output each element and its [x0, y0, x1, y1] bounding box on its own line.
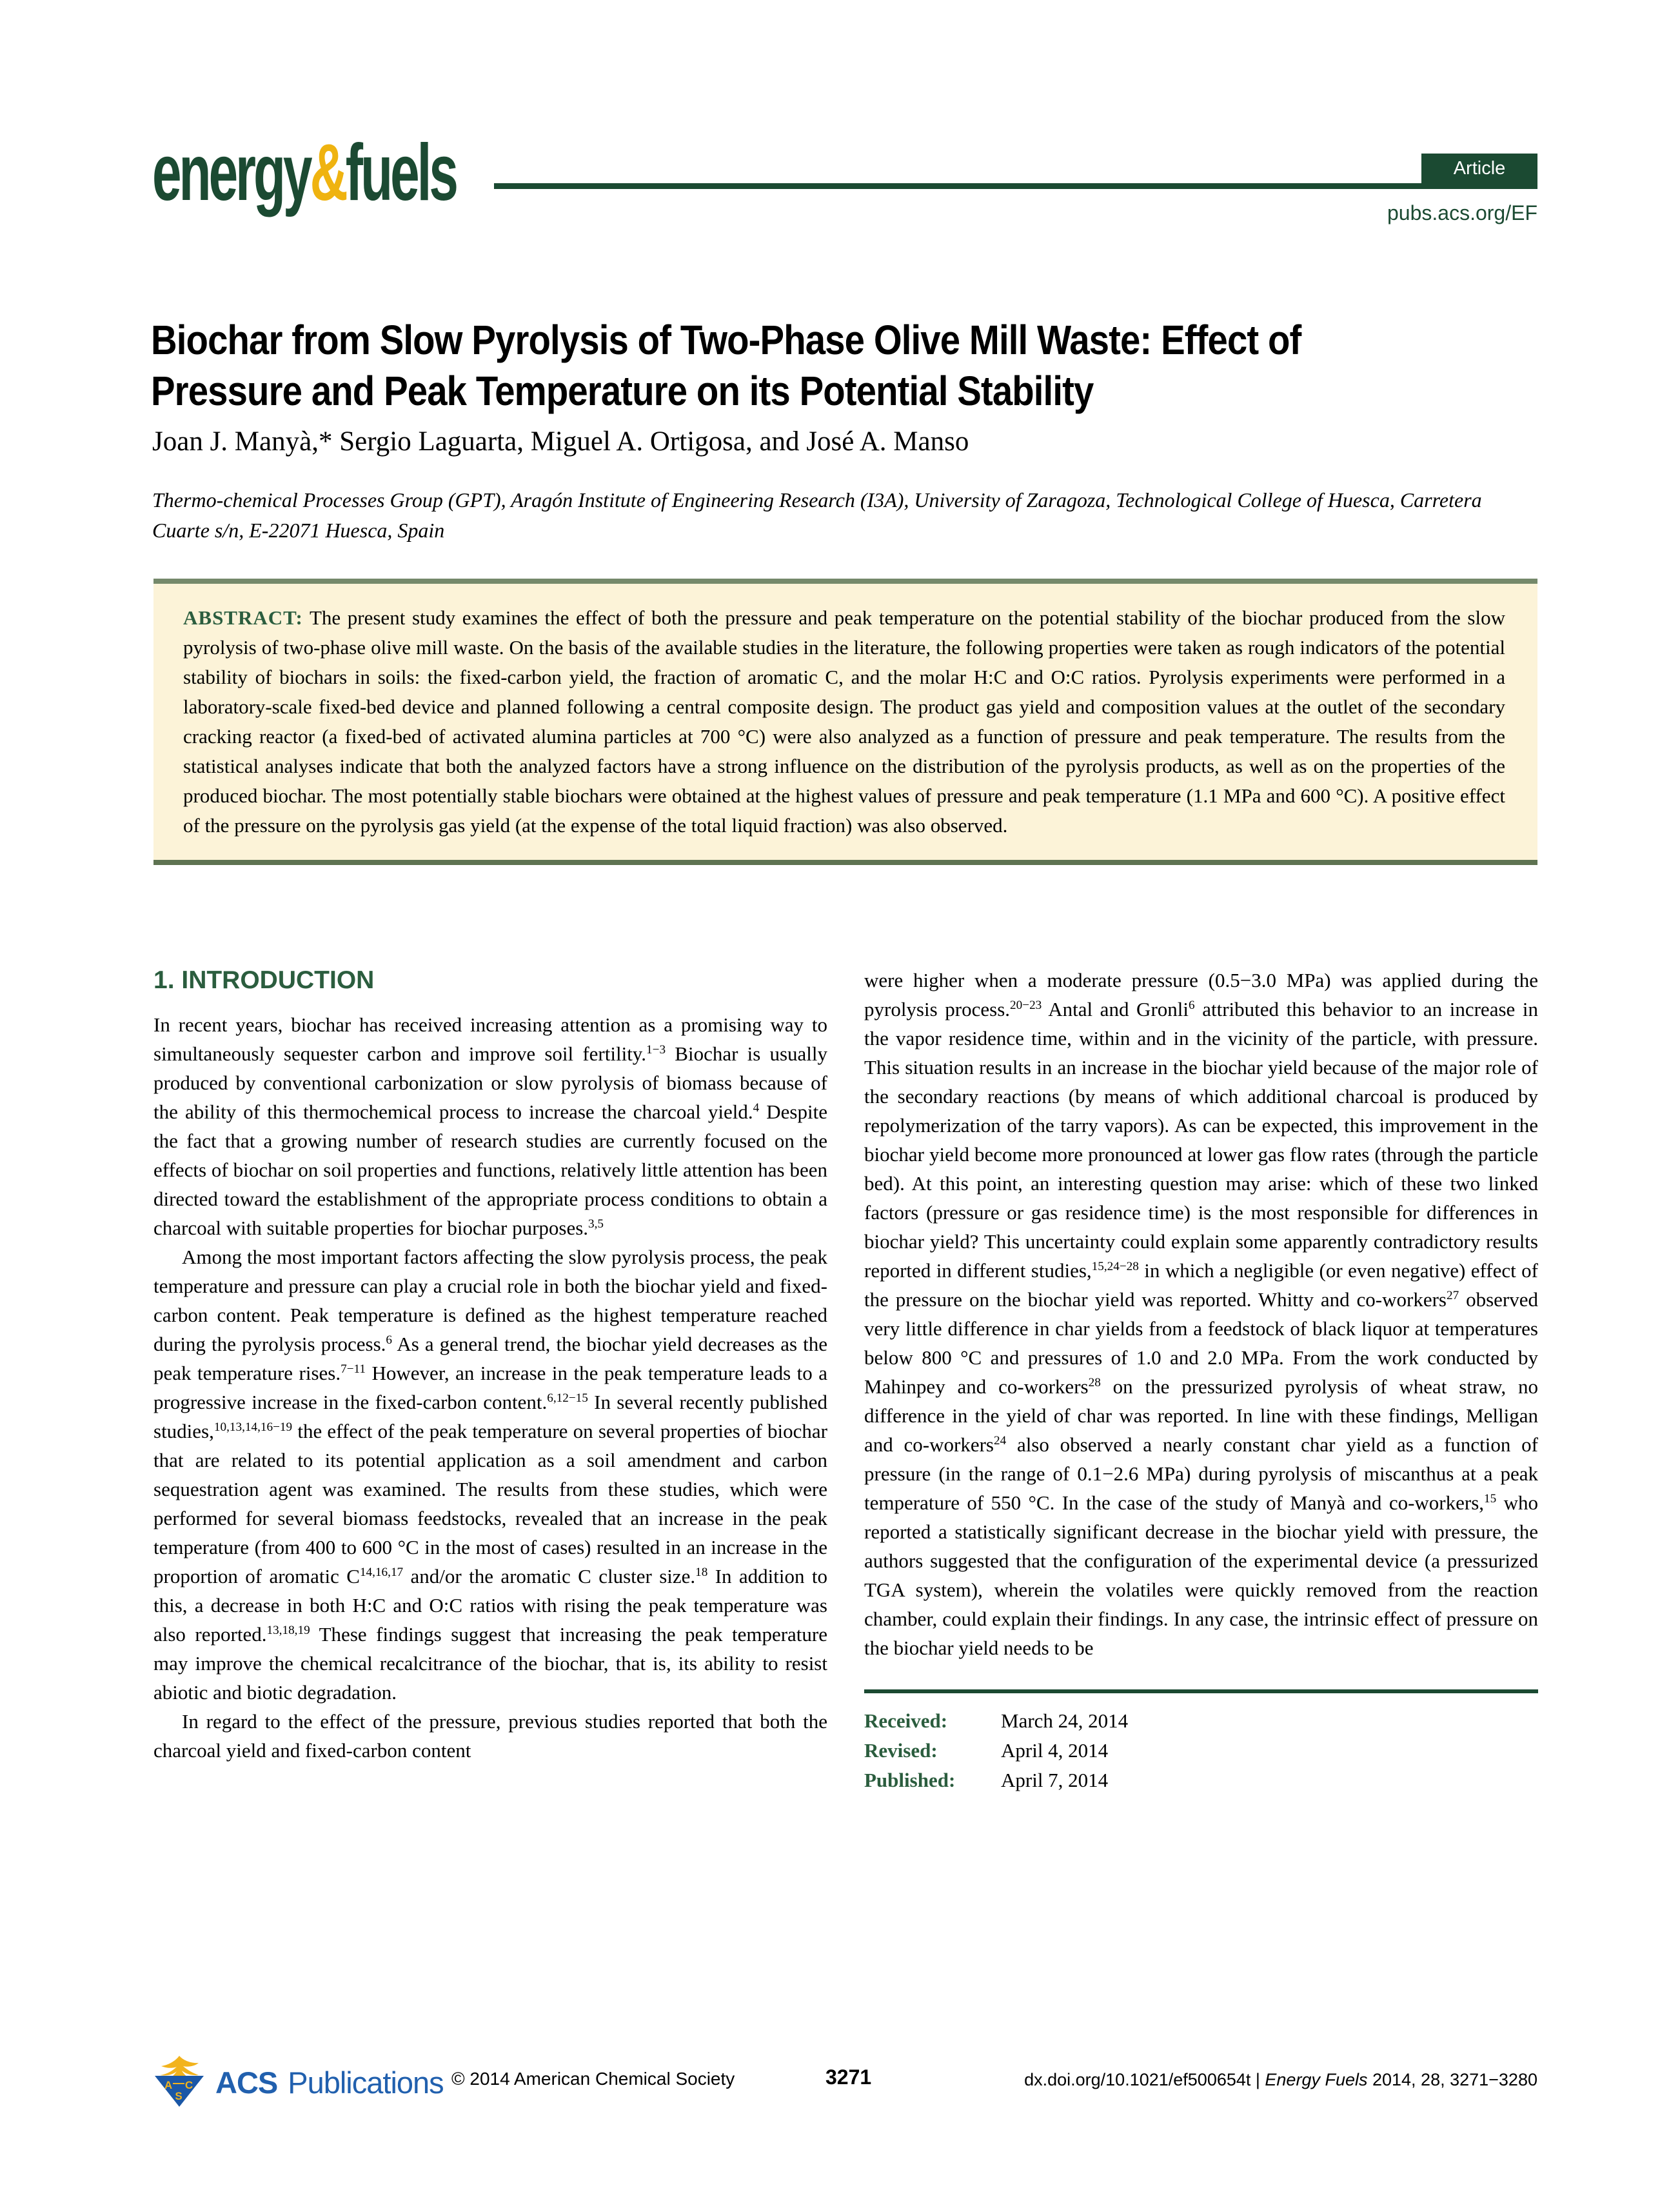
article-body	[153, 966, 1538, 1795]
published-row	[864, 1766, 1538, 1795]
article-type-badge: Article	[1421, 154, 1537, 183]
journal-logo-word-energy: energy	[152, 128, 310, 217]
body-paragraph: In recent years, biochar has received increasing attention as a promising way to simultaneously sequester carbon and improve soil fertility.$^{1-3}$ Biochar is usually produced by conventional carbonization or slow pyrolysis of biomass because of the ability of this thermochemical process to increase the charcoal yield.$^4$ Despite the fact that a growing number of research studies are currently focused on the effects of biochar on soil properties and functions, relatively little attention has been directed toward the establishment of the appropriate process conditions to obtain a charcoal with suitable properties for biochar purposes.$^{3,5}$	[153, 1013, 827, 1239]
article-title	[151, 315, 1301, 417]
received-label: Received:	[864, 1709, 948, 1732]
right-column-paragraphs	[864, 966, 1538, 1662]
journal-url-link[interactable]: pubs.acs.org/EF	[1387, 201, 1537, 224]
published-date: April 7, 2014	[1001, 1769, 1109, 1791]
abstract-paragraph	[183, 603, 1505, 841]
copyright-notice: © 2014 American Chemical Society	[451, 2069, 735, 2089]
section-heading-introduction: 1. INTRODUCTION	[153, 966, 375, 994]
revised-date: April 4, 2014	[1001, 1739, 1109, 1762]
journal-logo-word-fuels: fuels	[345, 128, 456, 217]
page-number: 3271	[825, 2065, 872, 2089]
acs-brand-text: ACS	[215, 2065, 278, 2100]
acs-logo-icon	[153, 2055, 205, 2110]
article-title-line-2: Pressure and Peak Temperature on its Potential Stability	[151, 368, 1094, 414]
revised-row	[864, 1736, 1538, 1766]
right-column	[864, 966, 1538, 1795]
acs-publications-brand	[153, 2055, 444, 2110]
left-column	[153, 966, 827, 1795]
svg-text:S: S	[175, 2090, 183, 2102]
dates-divider-rule	[864, 1689, 1538, 1693]
body-paragraph: In regard to the effect of the pressure, previous studies reported that both the charcoal yield and fixed-carbon content	[153, 1710, 827, 1762]
body-paragraph: Among the most important factors affecting the slow pyrolysis process, the peak temperature and pressure can play a crucial role in both the biochar yield and fixed-carbon content. Peak temperature is defined as the highest temperature reached during the pyrolysis process.$^6$ As a general trend, the biochar yield decreases as the peak temperature rises.$^{7-11}$ However, an increase in the peak temperature leads to a progressive increase in the fixed-carbon content.$^{6,12-15}$ In several recently published studies,$^{10,13,14,16-19}$ the effect of the peak temperature on several properties of biochar that are related to its potential application as a soil amendment and carbon sequestration agent was examined. The results from these studies, which were performed for several biomass feedstocks, revealed that an increase in the peak temperature (from 400 to 600 °C in the most of cases) resulted in an increase in the proportion of aromatic C$^{14,16,17}$ and/or the aromatic C cluster size.$^{18}$ In addition to this, a decrease in both H:C and O:C ratios with rising the peak temperature was also reported.$^{13,18,19}$ These findings suggest that increasing the peak temperature may improve the chemical recalcitrance of the biochar, that is, its ability to resist abiotic and biotic degradation.	[153, 1246, 828, 1704]
journal-logo	[152, 128, 456, 217]
received-date: March 24, 2014	[1001, 1709, 1129, 1732]
affiliation-line: Thermo-chemical Processes Group (GPT), Aragón Institute of Engineering Research (I3A), University of Zaragoza, Technological College of Huesca, Carretera Cuarte s/n, E-22071 Huesca, Spain	[152, 488, 1482, 542]
abstract-box	[153, 579, 1537, 865]
publications-brand-text: Publications	[288, 2065, 444, 2100]
published-label: Published:	[864, 1769, 956, 1791]
left-column-paragraphs	[153, 1010, 827, 1765]
article-title-line-1: Biochar from Slow Pyrolysis of Two-Phase Olive Mill Waste: Effect of	[151, 317, 1301, 363]
abstract-label: ABSTRACT:	[183, 606, 303, 629]
received-row	[864, 1706, 1538, 1736]
journal-logo-ampersand: &	[310, 128, 346, 217]
abstract-text: The present study examines the effect of both the pressure and peak temperature on the potential stability of the biochar produced from the slow pyrolysis of two-phase olive mill waste. On the basis of the available studies in the literature, the following properties were taken as rough indicators of the potential stability of biochars in soils: the fixed-carbon yield, the fraction of aromatic C, and the molar H:C and O:C ratios. Pyrolysis experiments were performed in a laboratory-scale fixed-bed device and planned following a central composite design. The product gas yield and composition values at the outlet of the secondary cracking reactor (a fixed-bed of activated alumina particles at 700 °C) were also analyzed as a function of pressure and peak temperature. The results from the statistical analyses indicate that both the analyzed factors have a strong influence on the distribution of the pyrolysis products, as well as on the properties of the produced biochar. The most potentially stable biochars were obtained at the highest values of pressure and peak temperature (1.1 MPa and 600 °C). A positive effect of the pressure on the pyrolysis gas yield (at the expense of the total liquid fraction) was also observed.	[183, 606, 1505, 837]
svg-text:C: C	[184, 2079, 193, 2091]
svg-text:A: A	[164, 2079, 173, 2091]
revised-label: Revised:	[864, 1739, 938, 1762]
body-paragraph: were higher when a moderate pressure (0.5−3.0 MPa) was applied during the pyrolysis process.$^{20-23}$ Antal and Gronli$^6$ attributed this behavior to an increase in the vapor residence time, within and in the vicinity of the particle, with pressure. This situation results in an increase in the biochar yield because of the major role of the secondary reactions (by means of which additional charcoal is produced by repolymerization of the tarry vapors). As can be expected, this improvement in the biochar yield become more pronounced at lower gas flow rates (through the particle bed). At this point, an interesting question may arise: which of these two linked factors (pressure or gas residence time) is the most responsible for differences in biochar yield? This uncertainty could explain some apparently contradictory results reported in different studies,$^{15,24-28}$ in which a negligible (or even negative) effect of the pressure on the biochar yield was reported. Whitty and co-workers$^{27}$ observed very little difference in char yields from a feedstock of black liquor at temperatures below 800 °C and pressures of 1.0 and 2.0 MPa. From the work conducted by Mahinpey and co-workers$^{28}$ on the pressurized pyrolysis of wheat straw, no difference in the yield of char was reported. In line with these findings, Melligan and co-workers$^{24}$ also observed a nearly constant char yield as a function of pressure (in the range of 0.1−2.6 MPa) during pyrolysis of miscanthus at a peak temperature of 550 °C. In the case of the study of Manyà and co-workers,$^{15}$ who reported a statistically significant decrease in the biochar yield with pressure, the authors suggested that the configuration of the experimental device (a pressurized TGA system), wherein the volatiles were quickly removed from the reaction chamber, could explain their findings. In any case, the intrinsic effect of pressure on the biochar yield needs to be	[864, 969, 1539, 1659]
author-list: Joan J. Manyà,* Sergio Laguarta, Miguel A. Ortigosa, and José A. Manso	[152, 426, 969, 457]
masthead-rule	[494, 183, 1537, 189]
doi-citation[interactable]: dx.doi.org/10.1021/ef500654t | Energy Fuels 2014, 28, 3271−3280	[1024, 2070, 1537, 2089]
